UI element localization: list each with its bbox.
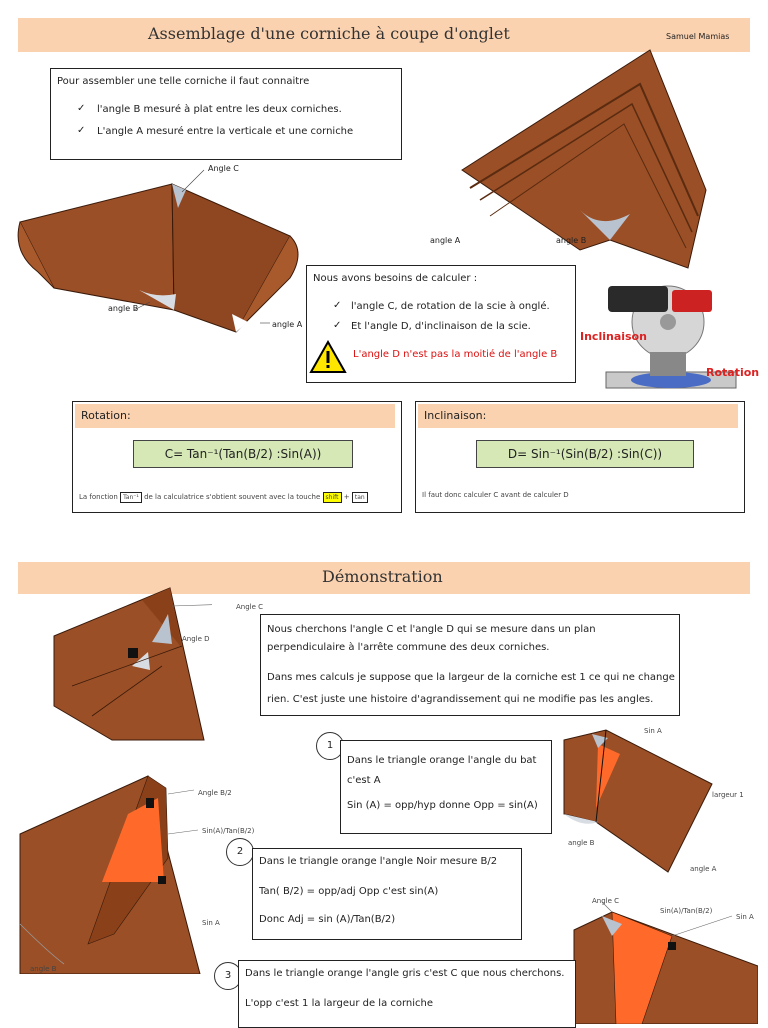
rotation-box xyxy=(72,401,402,513)
demo-para-1: Nous cherchons l'angle C et l'angle D qui se mesure dans un plan perpendiculaire à l'arrête commune des deux corniches. xyxy=(267,624,596,653)
inclinaison-note: Il faut donc calculer C avant de calculer D xyxy=(422,491,569,499)
demo-label-angle-c: Angle C xyxy=(236,603,264,611)
author: Samuel Mamias xyxy=(666,32,730,41)
rotation-formula: C= Tan⁻¹(Tan(B/2) :Sin(A)) xyxy=(133,440,353,468)
demo-label-sin-tan: Sin(A)/Tan(B/2) xyxy=(202,827,255,835)
demo-label-sin-a: Sin A xyxy=(202,919,220,927)
demo-figure-3 xyxy=(572,900,758,1024)
cornice-figure-left xyxy=(14,160,314,340)
demo-figure-right xyxy=(562,726,722,876)
inclinaison-formula: D= Sin⁻¹(Sin(B/2) :Sin(C)) xyxy=(476,440,694,468)
needs-box xyxy=(306,265,576,383)
step-line: Dans le triangle orange l'angle gris c'est C que nous cherchons. xyxy=(245,968,565,979)
step-line: Donc Adj = sin (A)/Tan(B/2) xyxy=(259,914,396,925)
intro-box xyxy=(50,68,402,160)
step-2-box xyxy=(252,848,522,940)
step-number: 2 xyxy=(226,838,254,866)
warning-text: L'angle D n'est pas la moitié de l'angle B xyxy=(353,349,558,360)
rotation-heading-bar xyxy=(75,404,395,428)
inclinaison-box xyxy=(415,401,745,513)
demo-label-r3-angle-c: Angle C xyxy=(592,897,620,905)
intro-lead: Pour assembler une telle corniche il faut connaitre xyxy=(57,76,310,87)
key-tan-inverse: Tan⁻¹ xyxy=(120,492,142,503)
needs-lead: Nous avons besoins de calculer : xyxy=(313,273,478,284)
demo-label-r3-sin-tan: Sin(A)/Tan(B/2) xyxy=(660,907,713,915)
step-line: Dans le triangle orange l'angle du bat c'est A xyxy=(347,755,537,786)
demo-intro-box xyxy=(260,614,680,716)
demo-label-r3-sin-a: Sin A xyxy=(736,913,754,921)
check-icon: ✓ xyxy=(77,103,86,114)
needs-item: l'angle C, de rotation de la scie à onglé. xyxy=(351,301,550,312)
label-angle-a: angle A xyxy=(272,320,303,329)
check-icon: ✓ xyxy=(77,125,86,136)
inclinaison-heading-bar xyxy=(418,404,738,428)
label-angle-b: angle B xyxy=(556,236,587,245)
inclinaison-heading: Inclinaison: xyxy=(424,409,487,422)
demo-para-2: Dans mes calculs je suppose que la largeur de la corniche est 1 ce qui ne change rien. C'est juste une histoire d'agrandissement qui ne modifie pas les angles. xyxy=(267,672,675,705)
rotation-note: La fonction Tan⁻¹ de la calculatrice s'obtient souvent avec la touche shift + tan xyxy=(79,490,368,504)
demo-figure-1 xyxy=(52,586,212,742)
demo-label-r-largeur: largeur 1 xyxy=(712,791,744,799)
step-line: L'opp c'est 1 la largeur de la corniche xyxy=(245,998,434,1009)
key-tan: tan xyxy=(352,492,368,503)
demo-label-r-angle-b: angle B xyxy=(568,839,595,847)
demo-label-r-angle-a: angle A xyxy=(690,865,717,873)
demo-label-angle-d: Angle D xyxy=(182,635,210,643)
step-3-box xyxy=(238,960,576,1028)
page-title: Assemblage d'une corniche à coupe d'onglet xyxy=(148,24,510,43)
demo-label-angle-b: angle B xyxy=(30,965,57,973)
warning-icon xyxy=(309,340,347,374)
rotation-heading: Rotation: xyxy=(81,409,131,422)
label-angle-b: angle B xyxy=(108,304,139,313)
demo-figure-2 xyxy=(18,774,208,974)
check-icon: ✓ xyxy=(333,320,342,331)
intro-item: l'angle B mesuré à plat entre les deux corniches. xyxy=(97,104,342,115)
intro-item: L'angle A mesuré entre la verticale et une corniche xyxy=(97,126,354,137)
saw-label-rotation: Rotation xyxy=(706,366,760,379)
key-shift: shift xyxy=(323,492,342,503)
step-line: Dans le triangle orange l'angle Noir mesure B/2 xyxy=(259,856,498,867)
demo-title: Démonstration xyxy=(322,567,443,586)
step-1-box xyxy=(340,740,552,834)
step-line: Tan( B/2) = opp/adj Opp c'est sin(A) xyxy=(259,886,439,897)
check-icon: ✓ xyxy=(333,300,342,311)
saw-label-inclinaison: Inclinaison xyxy=(580,330,647,343)
demo-label-angle-b2: Angle B/2 xyxy=(198,789,232,797)
step-line: Sin (A) = opp/hyp donne Opp = sin(A) xyxy=(347,800,538,811)
step-number: 1 xyxy=(316,732,344,760)
label-angle-c: Angle C xyxy=(208,164,239,173)
step-number: 3 xyxy=(214,962,242,990)
demo-label-r-sin-a: Sin A xyxy=(644,727,662,735)
label-angle-a: angle A xyxy=(430,236,461,245)
needs-item: Et l'angle D, d'inclinaison de la scie. xyxy=(351,321,531,332)
